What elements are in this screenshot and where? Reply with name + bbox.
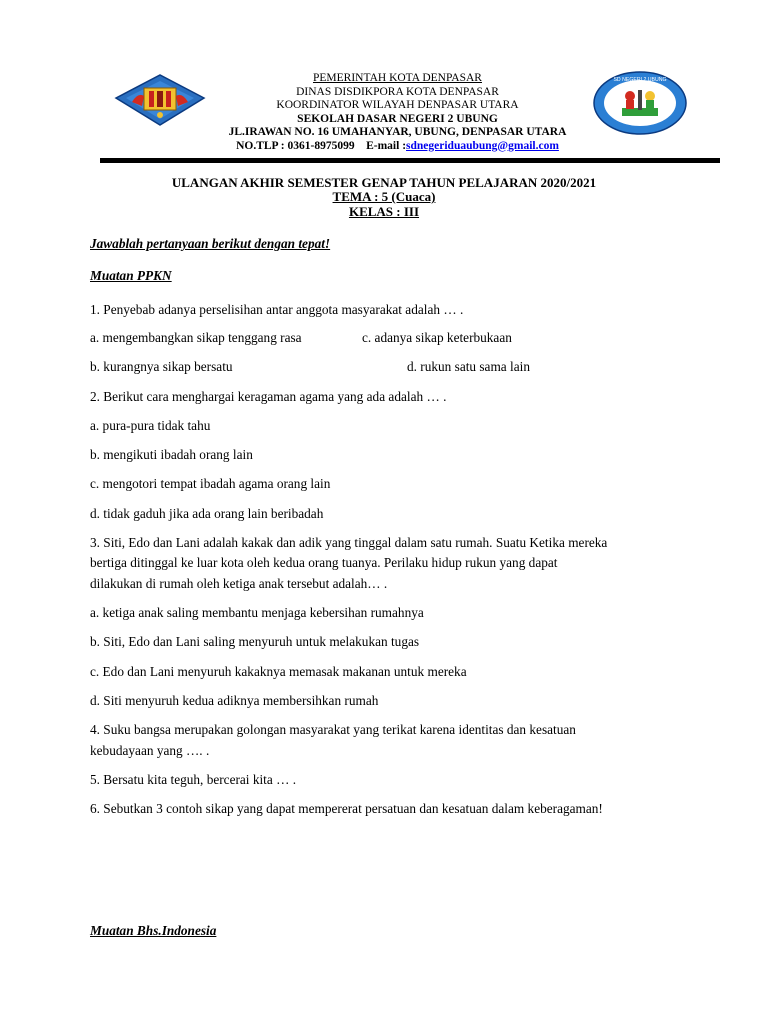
question-1-option-a: a. mengembangkan sikap tenggang rasa	[90, 330, 302, 345]
section-ppkn: Muatan PPKN	[90, 268, 172, 283]
question-3-line-1: 3. Siti, Edo dan Lani adalah kakak dan adik yang tinggal dalam satu rumah. Suatu Ketika mereka	[90, 535, 608, 550]
letterhead	[200, 72, 595, 153]
letterhead-address: JL.IRAWAN NO. 16 UMAHANYAR, UBUNG, DENPASAR UTARA	[228, 126, 567, 138]
question-1: 1. Penyebab adanya perselisihan antar anggota masyarakat adalah … .	[90, 302, 464, 317]
denpasar-emblem-logo	[112, 72, 208, 128]
question-2-option-a: a. pura-pura tidak tahu	[90, 418, 211, 433]
question-3-option-b: b. Siti, Edo dan Lani saling menyuruh untuk melakukan tugas	[90, 634, 420, 649]
question-2-option-b: b. mengikuti ibadah orang lain	[90, 447, 253, 462]
exam-title: ULANGAN AKHIR SEMESTER GENAP TAHUN PELAJARAN 2020/2021	[171, 175, 597, 190]
question-5: 5. Bersatu kita teguh, bercerai kita … .	[90, 772, 297, 787]
exam-theme: TEMA : 5 (Cuaca)	[332, 189, 436, 204]
exam-class: KELAS : III	[348, 204, 420, 219]
letterhead-department: DINAS DISDIKPORA KOTA DENPASAR	[296, 85, 499, 98]
email-link[interactable]: sdnegeriduaubung@gmail.com	[406, 139, 559, 152]
question-2-option-c: c. mengotori tempat ibadah agama orang lain	[90, 476, 331, 491]
question-1-option-b: b. kurangnya sikap bersatu	[90, 359, 233, 374]
question-1-option-d: d. rukun satu sama lain	[407, 359, 530, 374]
question-4-line-2: kebudayaan yang …. .	[90, 743, 210, 758]
question-3-line-3: dilakukan di rumah oleh ketiga anak tersebut adalah… .	[90, 576, 388, 591]
letterhead-phone: NO.TLP : 0361-8975099	[236, 139, 355, 152]
question-3-line-2: bertiga ditinggal ke luar kota oleh kedua orang tuanya. Perilaku hidup rukun yang dapat	[90, 555, 558, 570]
question-3-option-d: d. Siti menyuruh kedua adiknya membersihkan rumah	[90, 693, 379, 708]
school-badge-text: SD NEGERI 2 UBUNG	[613, 77, 667, 83]
section-bahasa-indonesia: Muatan Bhs.Indonesia	[90, 923, 217, 938]
letterhead-school: SEKOLAH DASAR NEGERI 2 UBUNG	[297, 112, 498, 125]
letterhead-coordinator: KOORDINATOR WILAYAH DENPASAR UTARA	[276, 99, 519, 111]
question-2: 2. Berikut cara menghargai keragaman agama yang ada adalah … .	[90, 389, 447, 404]
question-3-option-a: a. ketiga anak saling membantu menjaga kebersihan rumahnya	[90, 605, 424, 620]
question-4-line-1: 4. Suku bangsa merupakan golongan masyarakat yang terikat karena identitas dan kesatuan	[90, 722, 576, 737]
question-6: 6. Sebutkan 3 contoh sikap yang dapat mempererat persatuan dan kesatuan dalam keberagaman!	[90, 801, 603, 816]
question-3-option-c: c. Edo dan Lani menyuruh kakaknya memasak makanan untuk mereka	[90, 664, 467, 679]
instruction: Jawablah pertanyaan berikut dengan tepat!	[90, 236, 331, 251]
letterhead-government: PEMERINTAH KOTA DENPASAR	[313, 72, 482, 84]
letterhead-email-label: E-mail :	[366, 139, 407, 152]
letterhead-contact	[200, 140, 595, 154]
question-2-option-d: d. tidak gaduh jika ada orang lain beribadah	[90, 506, 324, 521]
header-divider	[100, 158, 720, 163]
question-1-option-c: c. adanya sikap keterbukaan	[362, 330, 512, 345]
school-badge-logo	[592, 70, 688, 136]
